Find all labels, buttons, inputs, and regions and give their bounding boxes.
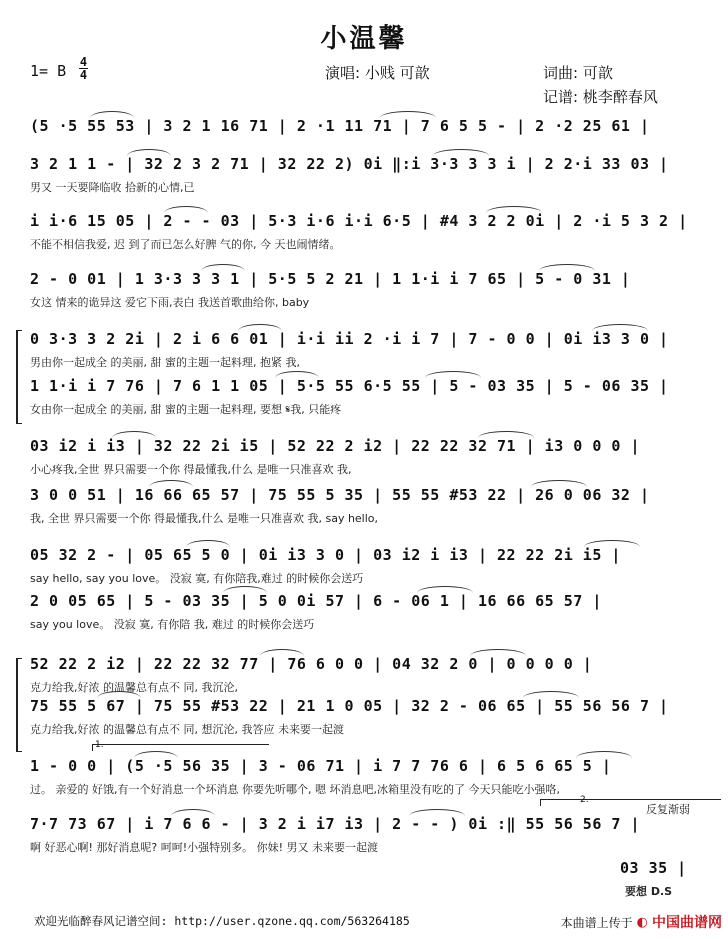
notation-row: 1 - 0 0 | (5 ·5 56 35 | 3 - 06 71 | i 7 7 76 6 | 6 5 6 65 5 | bbox=[30, 757, 612, 775]
repeat-fade-instruction: 反复渐弱 bbox=[646, 803, 690, 816]
footer-welcome: 欢迎光临醉春风记谱空间: http://user.qzone.qq.com/563264185 bbox=[34, 914, 410, 928]
lyrics-row: 男又 一天要降临收 拾新的心情,已 bbox=[30, 181, 195, 194]
notation-row: i i·6 15 05 | 2 - - 03 | 5·3 i·6 i·i 6·5 | #4 3 2 2 0i | 2 ·i 5 3 2 | bbox=[30, 212, 688, 230]
lyrics-row: 小心疼我,全世 界只需要一个你 得最懂我,什么 是唯一只准喜欢 我, bbox=[30, 463, 352, 476]
slur-arc bbox=[486, 206, 542, 213]
slur-arc bbox=[275, 371, 319, 378]
slur-arc bbox=[433, 149, 489, 156]
slur-arc bbox=[164, 206, 208, 213]
lyrics-row: 男由你一起成全 的美丽, 甜 蜜的主题一起料理, 抱紧 我, bbox=[30, 356, 300, 369]
volta-2 bbox=[540, 799, 721, 806]
transcriber-credit: 记谱: 桃李醉春风 bbox=[543, 88, 658, 106]
lyrics-row: 过。 亲爱的 好饿,有一个好消息一个坏消息 你要先听哪个, 嗯 坏消息吧,冰箱里没有吃的了 今天只能吃小强咯, bbox=[30, 783, 560, 796]
slur-arc bbox=[539, 264, 595, 271]
slur-arc bbox=[425, 371, 481, 378]
slur-arc bbox=[470, 649, 526, 656]
notation-row: 3 0 0 51 | 16 66 65 57 | 75 55 5 35 | 55 55 #53 22 | 26 0 06 32 | bbox=[30, 486, 650, 504]
volta-2-label: 2. bbox=[580, 795, 589, 805]
notation-row: 03 i2 i i3 | 32 22 2i i5 | 52 22 2 i2 | 22 22 32 71 | i3 0 0 0 | bbox=[30, 437, 640, 455]
site-logo bbox=[561, 912, 722, 932]
lyrics-row: 女由你一起成全 的美丽, 甜 蜜的主题一起料理, 要想 𝄋我, 只能疼 bbox=[30, 403, 342, 416]
duet-bracket bbox=[16, 330, 22, 424]
lyrics-row: say you love。 没寂 寞, 有你陪 我, 难过 的时候你会送巧 bbox=[30, 618, 315, 631]
lyrics-row: say hello, say you love。 没寂 寞, 有你陪我,难过 的时候你会送巧 bbox=[30, 572, 364, 585]
lyrics-row: 不能不相信我爱, 迟 到了而已怎么好脾 气的你, 今 天也闹情绪。 bbox=[30, 238, 341, 251]
song-title: 小温馨 bbox=[320, 24, 408, 54]
notation-row: 05 32 2 - | 05 65 5 0 | 0i i3 3 0 | 03 i2 i i3 | 22 22 2i i5 | bbox=[30, 546, 621, 564]
lyrics-row: 克力给我,好浓 的温馨总有点不 同, 想沉沦, 我答应 未来要一起渡 bbox=[30, 723, 344, 736]
slur-arc bbox=[201, 264, 245, 271]
duet-bracket bbox=[16, 658, 22, 752]
lyrics-row: 啊 好恶心啊! 那好消息呢? 呵呵!小强特别多。 你妹! 男又 未来要一起渡 bbox=[30, 841, 379, 854]
slur-arc bbox=[127, 149, 171, 156]
notation-row: (5 ·5 55 53 | 3 2 1 16 71 | 2 ·1 11 71 | 7 6 5 5 - | 2 ·2 25 61 | bbox=[30, 117, 650, 135]
slur-arc bbox=[531, 480, 587, 487]
notation-row: 1 1·i i 7 76 | 7 6 1 1 05 | 5·5 55 6·5 55 | 5 - 03 35 | 5 - 06 35 | bbox=[30, 377, 669, 395]
notation-row: 3 2 1 1 - | 32 2 3 2 71 | 32 22 2) 0i ‖:i 3·3 3 3 i | 2 2·i 33 03 | bbox=[30, 155, 669, 173]
slur-arc bbox=[584, 540, 640, 547]
key-signature: 1= B bbox=[30, 62, 67, 80]
time-signature bbox=[79, 56, 88, 81]
slur-arc bbox=[112, 431, 156, 438]
notation-row: 52 22 2 i2 | 22 22 32 77 | 76 6 0 0 | 04 32 2 0 | 0 0 0 0 | bbox=[30, 655, 593, 673]
volta-1 bbox=[92, 744, 269, 751]
slur-arc bbox=[171, 809, 215, 816]
slur-arc bbox=[90, 111, 134, 118]
slur-arc bbox=[576, 751, 632, 758]
lyrics-row: 我, 全世 界只需要一个你 得最懂我,什么 是唯一只准喜欢 我, say hello, bbox=[30, 512, 379, 525]
slur-arc bbox=[149, 480, 193, 487]
ending-notes: 03 35 | bbox=[620, 859, 687, 877]
slur-arc bbox=[238, 324, 282, 331]
site-name: 中国曲谱网 bbox=[652, 915, 722, 931]
slur-arc bbox=[478, 431, 534, 438]
slur-arc bbox=[523, 691, 579, 698]
slur-arc bbox=[592, 324, 648, 331]
lyrics-row: 克力给我,好浓 的温馨总有点不 同, 我沉沦, bbox=[30, 681, 238, 694]
notation-row: 75 55 5 67 | 75 55 #53 22 | 21 1 0 05 | 32 2 - 06 65 | 55 56 56 7 | bbox=[30, 697, 669, 715]
logo-mark-icon: ◐ bbox=[636, 914, 648, 930]
time-sig-top: 4 bbox=[79, 55, 88, 69]
singer-credit: 演唱: 小贱 可歆 bbox=[325, 64, 430, 82]
slur-arc bbox=[223, 586, 267, 593]
slur-arc bbox=[97, 691, 141, 698]
slur-arc bbox=[417, 586, 473, 593]
slur-arc bbox=[260, 649, 304, 656]
lyricist-credit: 词曲: 可歆 bbox=[543, 64, 613, 82]
slur-arc bbox=[134, 751, 178, 758]
slur-arc bbox=[186, 540, 230, 547]
volta-1-label: 1. bbox=[95, 740, 104, 750]
lyrics-row: 女这 情来的诡异这 爱它下雨,表白 我送首歌曲给你, baby bbox=[30, 296, 310, 309]
notation-row: 2 0 05 65 | 5 - 03 35 | 5 0 0i 57 | 6 - 06 1 | 16 66 65 57 | bbox=[30, 592, 602, 610]
slur-arc bbox=[380, 111, 436, 118]
notation-row: 7·7 73 67 | i 7 6 6 - | 3 2 i i7 i3 | 2 - - ) 0i :‖ 55 56 56 7 | bbox=[30, 815, 640, 833]
slur-arc bbox=[409, 809, 465, 816]
notation-row: 0 3·3 3 2 2i | 2 i 6 6 01 | i·i ii 2 ·i i 7 | 7 - 0 0 | 0i i3 3 0 | bbox=[30, 330, 669, 348]
notation-row: 2 - 0 01 | 1 3·3 3 3 1 | 5·5 5 2 21 | 1 1·i i 7 65 | 5 - 0 31 | bbox=[30, 270, 631, 288]
time-sig-bottom: 4 bbox=[79, 68, 88, 82]
upload-label: 本曲谱上传于 bbox=[560, 915, 633, 930]
ending-lyrics: 要想 D.S bbox=[625, 885, 673, 898]
